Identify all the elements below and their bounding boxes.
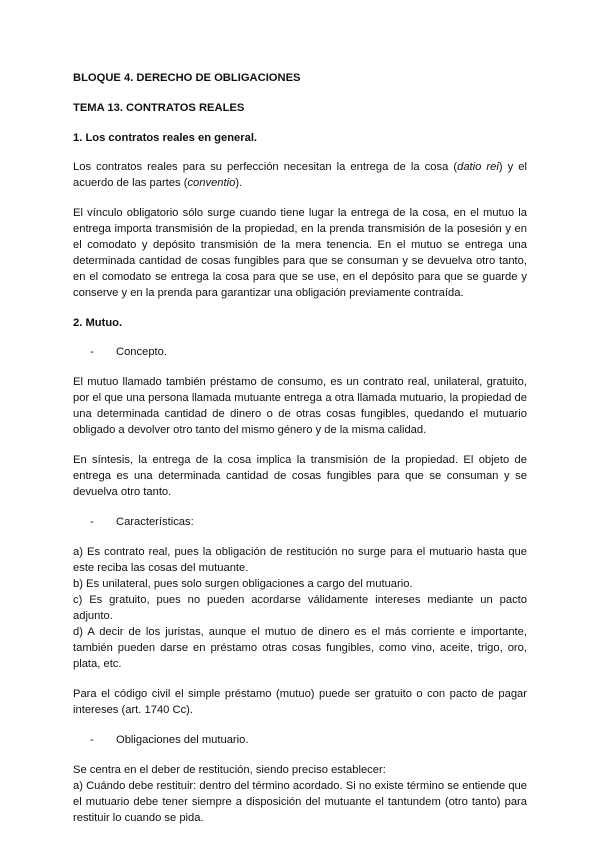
bullet-label: Obligaciones del mutuario.	[116, 734, 249, 746]
section-1-paragraph-1	[73, 159, 527, 191]
bullet-label: Concepto.	[116, 346, 167, 358]
text-fragment: ) y el acuerdo de las partes (	[73, 161, 527, 189]
list-item: a) Cuándo debe restituir: dentro del término acordado. Si no existe término se entiende que el mutuario debe tener siempre a disposición del mutuante el tantundem (otro tanto) para restituir lo cuando se pida.	[73, 780, 527, 824]
bullet-dash: -	[90, 734, 94, 746]
text-fragment: ).	[235, 177, 243, 189]
bullet-dash: -	[90, 346, 94, 358]
section-2-paragraph-1: El mutuo llamado también préstamo de consumo, es un contrato real, unilateral, gratuito, por el que una persona llamada mutuante entrega a otra llamada mutuario, la propiedad de una determinada cantidad de dinero o de otras cosas fungibles, quedando el mutuario obligado a devolver otro tanto del mismo género y de la misma calidad.	[73, 376, 527, 436]
list-item: Se centra en el deber de restitución, siendo preciso establecer:	[73, 764, 386, 776]
block-title: BLOQUE 4. DERECHO DE OBLIGACIONES	[73, 72, 301, 84]
text-fragment: Los contratos reales para su perfección necesitan la entrega de la cosa (	[73, 161, 458, 173]
bullet-label: Características:	[116, 516, 194, 528]
section-2-paragraph-3: Para el código civil el simple préstamo (mutuo) puede ser gratuito o con pacto de pagar intereses (art. 1740 Cc).	[73, 688, 527, 716]
list-item: b) Es unilateral, pues solo surgen obligaciones a cargo del mutuario.	[73, 578, 413, 590]
italic-term-datio-rei: datio rei	[457, 161, 499, 173]
section-2-title: 2. Mutuo.	[73, 317, 123, 329]
list-item: d) A decir de los juristas, aunque el mutuo de dinero es el más corriente e importante, también pueden darse en préstamo otras cosas fungibles, como vino, aceite, trigo, oro, plata, etc.	[73, 626, 527, 670]
document-page	[73, 70, 527, 840]
bullet-dash: -	[90, 516, 94, 528]
bullet-caracteristicas	[73, 514, 527, 530]
bullet-concepto	[73, 344, 527, 360]
section-1-paragraph-2: El vínculo obligatorio sólo surge cuando tiene lugar la entrega de la cosa, en el mutuo la entrega importa transmisión de la propiedad, en la prenda transmisión de la posesión y en el comodato y depósito transmisión de la mera tenencia. En el mutuo se entrega una determinada cantidad de cosas fungibles para que se consuman y se devuelva otro tanto, en el comodato se entrega la cosa para que se use, en el depósito para que se guarde y conserve y en la prenda para garantizar una obligación previamente contraída.	[73, 207, 527, 299]
obligaciones-list	[73, 762, 527, 826]
section-1-title: 1. Los contratos reales en general.	[73, 132, 258, 144]
list-item: a) Es contrato real, pues la obligación de restitución no surge para el mutuario hasta que este reciba las cosas del mutuante.	[73, 546, 527, 574]
section-2-paragraph-2: En síntesis, la entrega de la cosa implica la transmisión de la propiedad. El objeto de entrega es una determinada cantidad de cosas fungibles para que se consuman y se devuelva otro tanto.	[73, 454, 527, 498]
caracteristicas-list	[73, 544, 527, 672]
list-item: c) Es gratuito, pues no pueden acordarse válidamente intereses mediante un pacto adjunto.	[73, 594, 527, 622]
tema-title: TEMA 13. CONTRATOS REALES	[73, 102, 245, 114]
bullet-obligaciones	[73, 732, 527, 748]
italic-term-conventio: conventio	[187, 177, 236, 189]
